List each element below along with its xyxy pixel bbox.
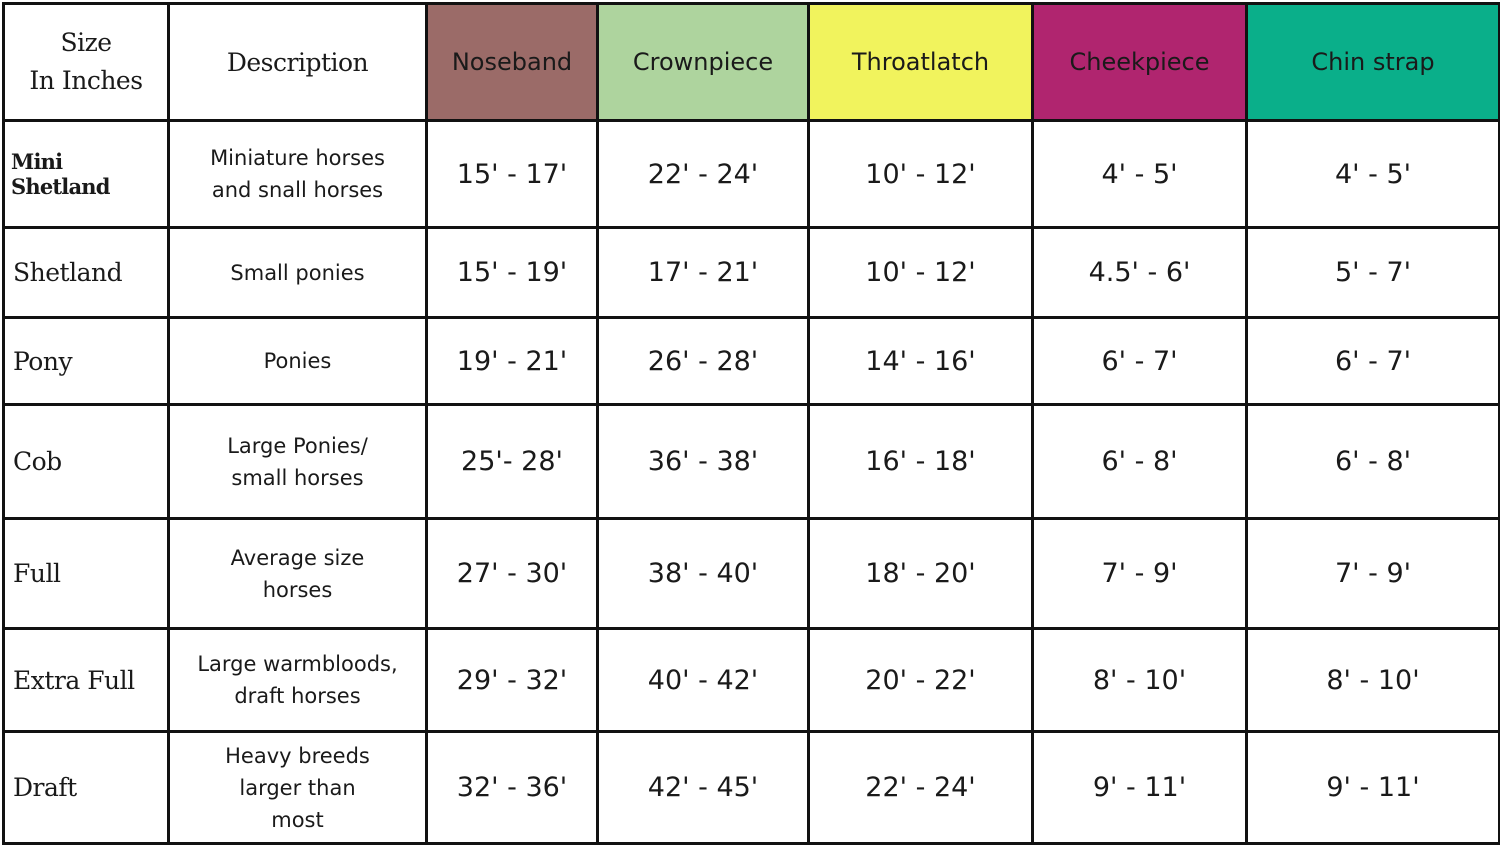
noseband-value: 27' - 30' xyxy=(427,519,598,629)
table-row xyxy=(4,318,1500,405)
crownpiece-value: 40' - 42' xyxy=(598,629,809,732)
chin-strap-value: 7' - 9' xyxy=(1247,519,1500,629)
noseband-value: 15' - 17' xyxy=(427,121,598,228)
cheekpiece-value: 6' - 8' xyxy=(1033,405,1247,519)
crownpiece-value: 38' - 40' xyxy=(598,519,809,629)
cheekpiece-value: 4.5' - 6' xyxy=(1033,228,1247,318)
crownpiece-value: 26' - 28' xyxy=(598,318,809,405)
table-row xyxy=(4,519,1500,629)
header-row xyxy=(4,4,1500,121)
description-cell: Large Ponies/ small horses xyxy=(169,405,427,519)
chin-strap-value: 6' - 7' xyxy=(1247,318,1500,405)
cheekpiece-value: 4' - 5' xyxy=(1033,121,1247,228)
cheekpiece-value: 9' - 11' xyxy=(1033,732,1247,844)
size-cell: Full xyxy=(4,519,169,629)
crownpiece-value: 42' - 45' xyxy=(598,732,809,844)
throatlatch-value: 16' - 18' xyxy=(809,405,1033,519)
size-cell: Shetland xyxy=(4,228,169,318)
throatlatch-value: 10' - 12' xyxy=(809,228,1033,318)
throatlatch-value: 14' - 16' xyxy=(809,318,1033,405)
table-row xyxy=(4,228,1500,318)
description-column-header-label: Description xyxy=(226,47,369,77)
description-column-header xyxy=(169,4,427,121)
size-cell: Draft xyxy=(4,732,169,844)
table-row xyxy=(4,405,1500,519)
size-cell: Cob xyxy=(4,405,169,519)
throatlatch-column-header xyxy=(809,4,1033,121)
size-column-header xyxy=(4,4,169,121)
description-cell: Small ponies xyxy=(169,228,427,318)
crownpiece-column-header xyxy=(598,4,809,121)
size-cell: Mini Shetland xyxy=(4,121,169,228)
throatlatch-value: 20' - 22' xyxy=(809,629,1033,732)
crownpiece-column-header-label: Crownpiece xyxy=(632,48,774,76)
throatlatch-value: 10' - 12' xyxy=(809,121,1033,228)
noseband-value: 15' - 19' xyxy=(427,228,598,318)
size-cell: Extra Full xyxy=(4,629,169,732)
noseband-column-header-label: Noseband xyxy=(451,48,573,76)
throatlatch-value: 22' - 24' xyxy=(809,732,1033,844)
chin-strap-value: 8' - 10' xyxy=(1247,629,1500,732)
chin-strap-column-header-label: Chin strap xyxy=(1311,48,1435,76)
cheekpiece-column-header xyxy=(1033,4,1247,121)
table-row xyxy=(4,629,1500,732)
chin-strap-value: 6' - 8' xyxy=(1247,405,1500,519)
chin-strap-value: 4' - 5' xyxy=(1247,121,1500,228)
size-cell: Pony xyxy=(4,318,169,405)
noseband-value: 29' - 32' xyxy=(427,629,598,732)
description-cell: Large warmbloods, draft horses xyxy=(169,629,427,732)
description-cell: Ponies xyxy=(169,318,427,405)
description-cell: Average size horses xyxy=(169,519,427,629)
cheekpiece-column-header-label: Cheekpiece xyxy=(1069,48,1210,76)
throatlatch-column-header-label: Throatlatch xyxy=(851,48,990,76)
cheekpiece-value: 8' - 10' xyxy=(1033,629,1247,732)
noseband-column-header xyxy=(427,4,598,121)
noseband-value: 19' - 21' xyxy=(427,318,598,405)
chin-strap-column-header xyxy=(1247,4,1500,121)
description-cell: Miniature horses and snall horses xyxy=(169,121,427,228)
cheekpiece-value: 6' - 7' xyxy=(1033,318,1247,405)
bridle-size-chart-table xyxy=(2,2,1500,845)
chin-strap-value: 9' - 11' xyxy=(1247,732,1500,844)
table-row xyxy=(4,121,1500,228)
throatlatch-value: 18' - 20' xyxy=(809,519,1033,629)
noseband-value: 25'- 28' xyxy=(427,405,598,519)
crownpiece-value: 36' - 38' xyxy=(598,405,809,519)
description-cell: Heavy breeds larger than most xyxy=(169,732,427,844)
table-row xyxy=(4,732,1500,844)
chin-strap-value: 5' - 7' xyxy=(1247,228,1500,318)
crownpiece-value: 17' - 21' xyxy=(598,228,809,318)
size-column-header-label: Size In Inches xyxy=(29,28,143,95)
noseband-value: 32' - 36' xyxy=(427,732,598,844)
cheekpiece-value: 7' - 9' xyxy=(1033,519,1247,629)
crownpiece-value: 22' - 24' xyxy=(598,121,809,228)
